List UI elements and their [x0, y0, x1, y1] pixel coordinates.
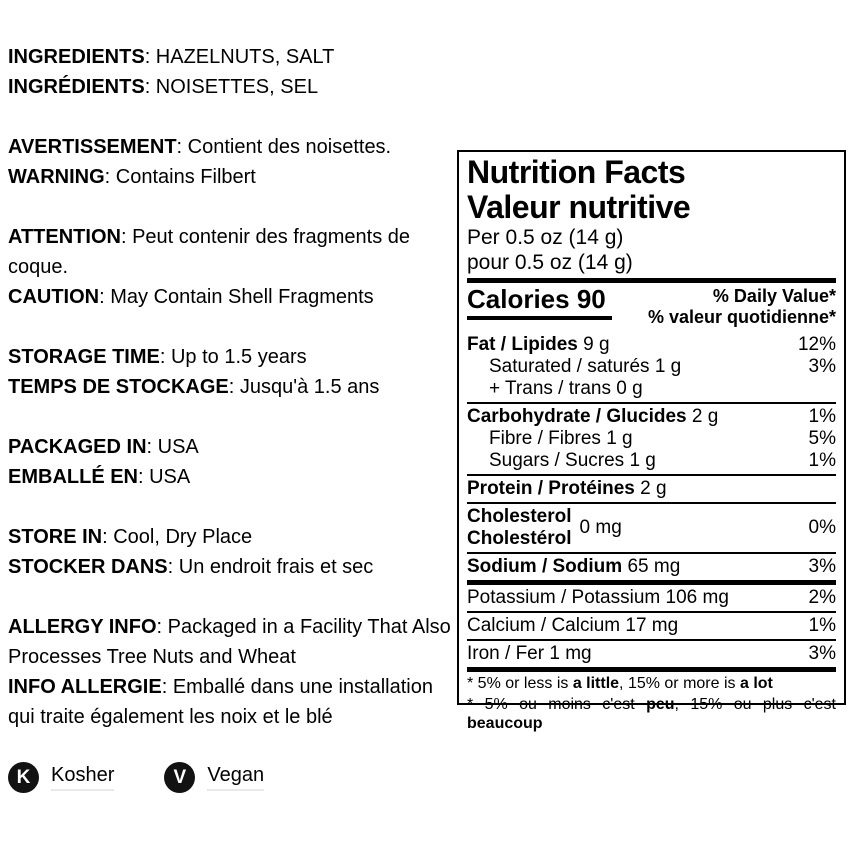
badge-label: Kosher: [51, 764, 114, 791]
nutrient-name: Saturated / saturés 1 g: [489, 356, 682, 377]
nutrient-row: [467, 378, 836, 400]
info-line: [8, 132, 460, 162]
product-info-group: [8, 132, 460, 192]
divider-thick: [467, 667, 836, 672]
vegan-icon: V: [164, 762, 195, 793]
info-label: STOCKER DANS: [8, 556, 168, 578]
nutrient-daily-value: 5%: [808, 428, 836, 449]
nutrient-daily-value: 1%: [808, 615, 836, 636]
divider-thin: [467, 639, 836, 641]
nutrition-title-fr: Valeur nutritive: [467, 189, 691, 225]
nutrient-amount: 0 mg: [579, 517, 622, 538]
product-info-group: [8, 612, 460, 732]
info-label: STORE IN: [8, 526, 103, 548]
product-info-group: [8, 522, 460, 582]
divider-thin: [467, 552, 836, 554]
nutrient-row: [467, 428, 836, 450]
badge-label: Vegan: [207, 764, 264, 791]
nutrient-daily-value: 0%: [808, 517, 836, 538]
divider-thin: [467, 502, 836, 504]
info-line: [8, 282, 460, 312]
info-value: : Cool, Dry Place: [102, 526, 253, 548]
info-line: [8, 222, 460, 282]
nutrient-name: Sugars / Sucres 1 g: [489, 450, 656, 471]
info-line: [8, 72, 460, 102]
info-label: AVERTISSEMENT: [8, 136, 177, 158]
nutrient-daily-value: 3%: [808, 556, 836, 577]
info-label: PACKAGED IN: [8, 436, 147, 458]
nutrient-daily-value: 1%: [808, 406, 836, 427]
divider-thick: [467, 580, 836, 585]
info-line: [8, 432, 460, 462]
info-line: [8, 342, 460, 372]
nutrient-row: [467, 615, 836, 637]
info-value: : May Contain Shell Fragments: [99, 286, 374, 308]
info-line: [8, 42, 460, 72]
nutrient-row: [467, 506, 836, 550]
info-value: : Jusqu'à 1.5 ans: [228, 376, 380, 398]
product-info-column: [8, 42, 460, 793]
nutrient-name: Cholesterol Cholestérol: [467, 506, 572, 549]
nutrient-row: [467, 587, 836, 609]
nutrient-row: [467, 334, 836, 356]
divider-thin: [467, 402, 836, 404]
info-value: : NOISETTES, SEL: [144, 76, 319, 98]
product-info-group: [8, 222, 460, 312]
info-label: INGREDIENTS: [8, 46, 145, 68]
info-line: [8, 672, 460, 732]
nutrient-name: + Trans / trans 0 g: [489, 378, 643, 399]
nutrient-daily-value: 12%: [797, 334, 836, 355]
product-info-group: [8, 432, 460, 492]
calories-number: 90: [576, 284, 606, 314]
info-line: [8, 522, 460, 552]
info-line: [8, 612, 460, 672]
footnotes: [467, 674, 836, 733]
product-info-group: [8, 342, 460, 402]
info-value: : Packaged in a Facility That Also Processes Tree Nuts and Wheat: [8, 616, 451, 668]
nutrient-name: Potassium / Potassium 106 mg: [467, 587, 729, 608]
calories-label: Calories: [467, 284, 570, 314]
nutrient-row: [467, 356, 836, 378]
info-value: : USA: [146, 436, 199, 458]
nutrient-daily-value: 3%: [808, 643, 836, 664]
product-info-group: [8, 42, 460, 102]
serving-size-fr: pour 0.5 oz (14 g): [467, 251, 633, 274]
info-line: [8, 552, 460, 582]
nutrient-name: Fat / Lipides 9 g: [467, 334, 610, 355]
info-value: : Up to 1.5 years: [159, 346, 307, 368]
info-value: : Peut contenir des fragments de coque.: [8, 226, 411, 278]
nutrient-row: [467, 643, 836, 665]
info-value: : Emballé dans une installation qui traite également les noix et le blé: [8, 676, 433, 728]
divider-thick: [467, 278, 836, 283]
info-value: : Contains Filbert: [104, 166, 256, 188]
info-value: : Contient des noisettes.: [176, 136, 392, 158]
footnote-fr: * 5% ou moins c'est peu, 15% ou plus c'est beaucoup: [467, 696, 836, 732]
info-value: : Un endroit frais et sec: [167, 556, 374, 578]
info-value: : USA: [138, 466, 191, 488]
nutrient-row: [467, 556, 836, 578]
nutrient-row: [467, 450, 836, 472]
daily-value-header-fr: % valeur quotidienne*: [647, 307, 836, 327]
info-line: [8, 372, 460, 402]
divider-thin: [467, 611, 836, 613]
divider-thin: [467, 474, 836, 476]
info-label: WARNING: [8, 166, 105, 188]
nutrition-facts-panel: [457, 150, 846, 732]
info-label: CAUTION: [8, 286, 100, 308]
nutrient-name: Carbohydrate / Glucides 2 g: [467, 406, 719, 427]
info-line: [8, 462, 460, 492]
certification-badge: [164, 762, 264, 793]
info-label: TEMPS DE STOCKAGE: [8, 376, 229, 398]
nutrient-name: Protein / Protéines 2 g: [467, 478, 667, 499]
info-value: : HAZELNUTS, SALT: [144, 46, 335, 68]
nutrition-title-en: Nutrition Facts: [467, 154, 686, 190]
info-label: INGRÉDIENTS: [8, 76, 145, 98]
footnote-en: * 5% or less is a little, 15% or more is a lot: [467, 675, 773, 692]
nutrient-name: Fibre / Fibres 1 g: [489, 428, 633, 449]
nutrient-name: Iron / Fer 1 mg: [467, 643, 592, 664]
info-label: ATTENTION: [8, 226, 121, 248]
nutrient-daily-value: 3%: [808, 356, 836, 377]
nutrient-rows: [467, 334, 836, 672]
info-label: STORAGE TIME: [8, 346, 160, 368]
certification-badges: [8, 762, 460, 793]
info-label: EMBALLÉ EN: [8, 466, 138, 488]
nutrient-row: [467, 478, 836, 500]
calories-row: [467, 285, 836, 328]
product-info-groups: [8, 42, 460, 732]
nutrient-name: Calcium / Calcium 17 mg: [467, 615, 679, 636]
daily-value-header: [648, 285, 836, 328]
nutrient-row: [467, 406, 836, 428]
info-line: [8, 162, 460, 192]
certification-badge: [8, 762, 114, 793]
serving-size-en: Per 0.5 oz (14 g): [467, 226, 624, 249]
info-label: ALLERGY INFO: [8, 616, 157, 638]
nutrient-daily-value: 2%: [808, 587, 836, 608]
calories-value: [467, 285, 612, 320]
daily-value-header-en: % Daily Value*: [712, 286, 836, 306]
nutrient-name: Sodium / Sodium 65 mg: [467, 556, 681, 577]
info-label: INFO ALLERGIE: [8, 676, 162, 698]
kosher-icon: K: [8, 762, 39, 793]
nutrient-daily-value: 1%: [808, 450, 836, 471]
